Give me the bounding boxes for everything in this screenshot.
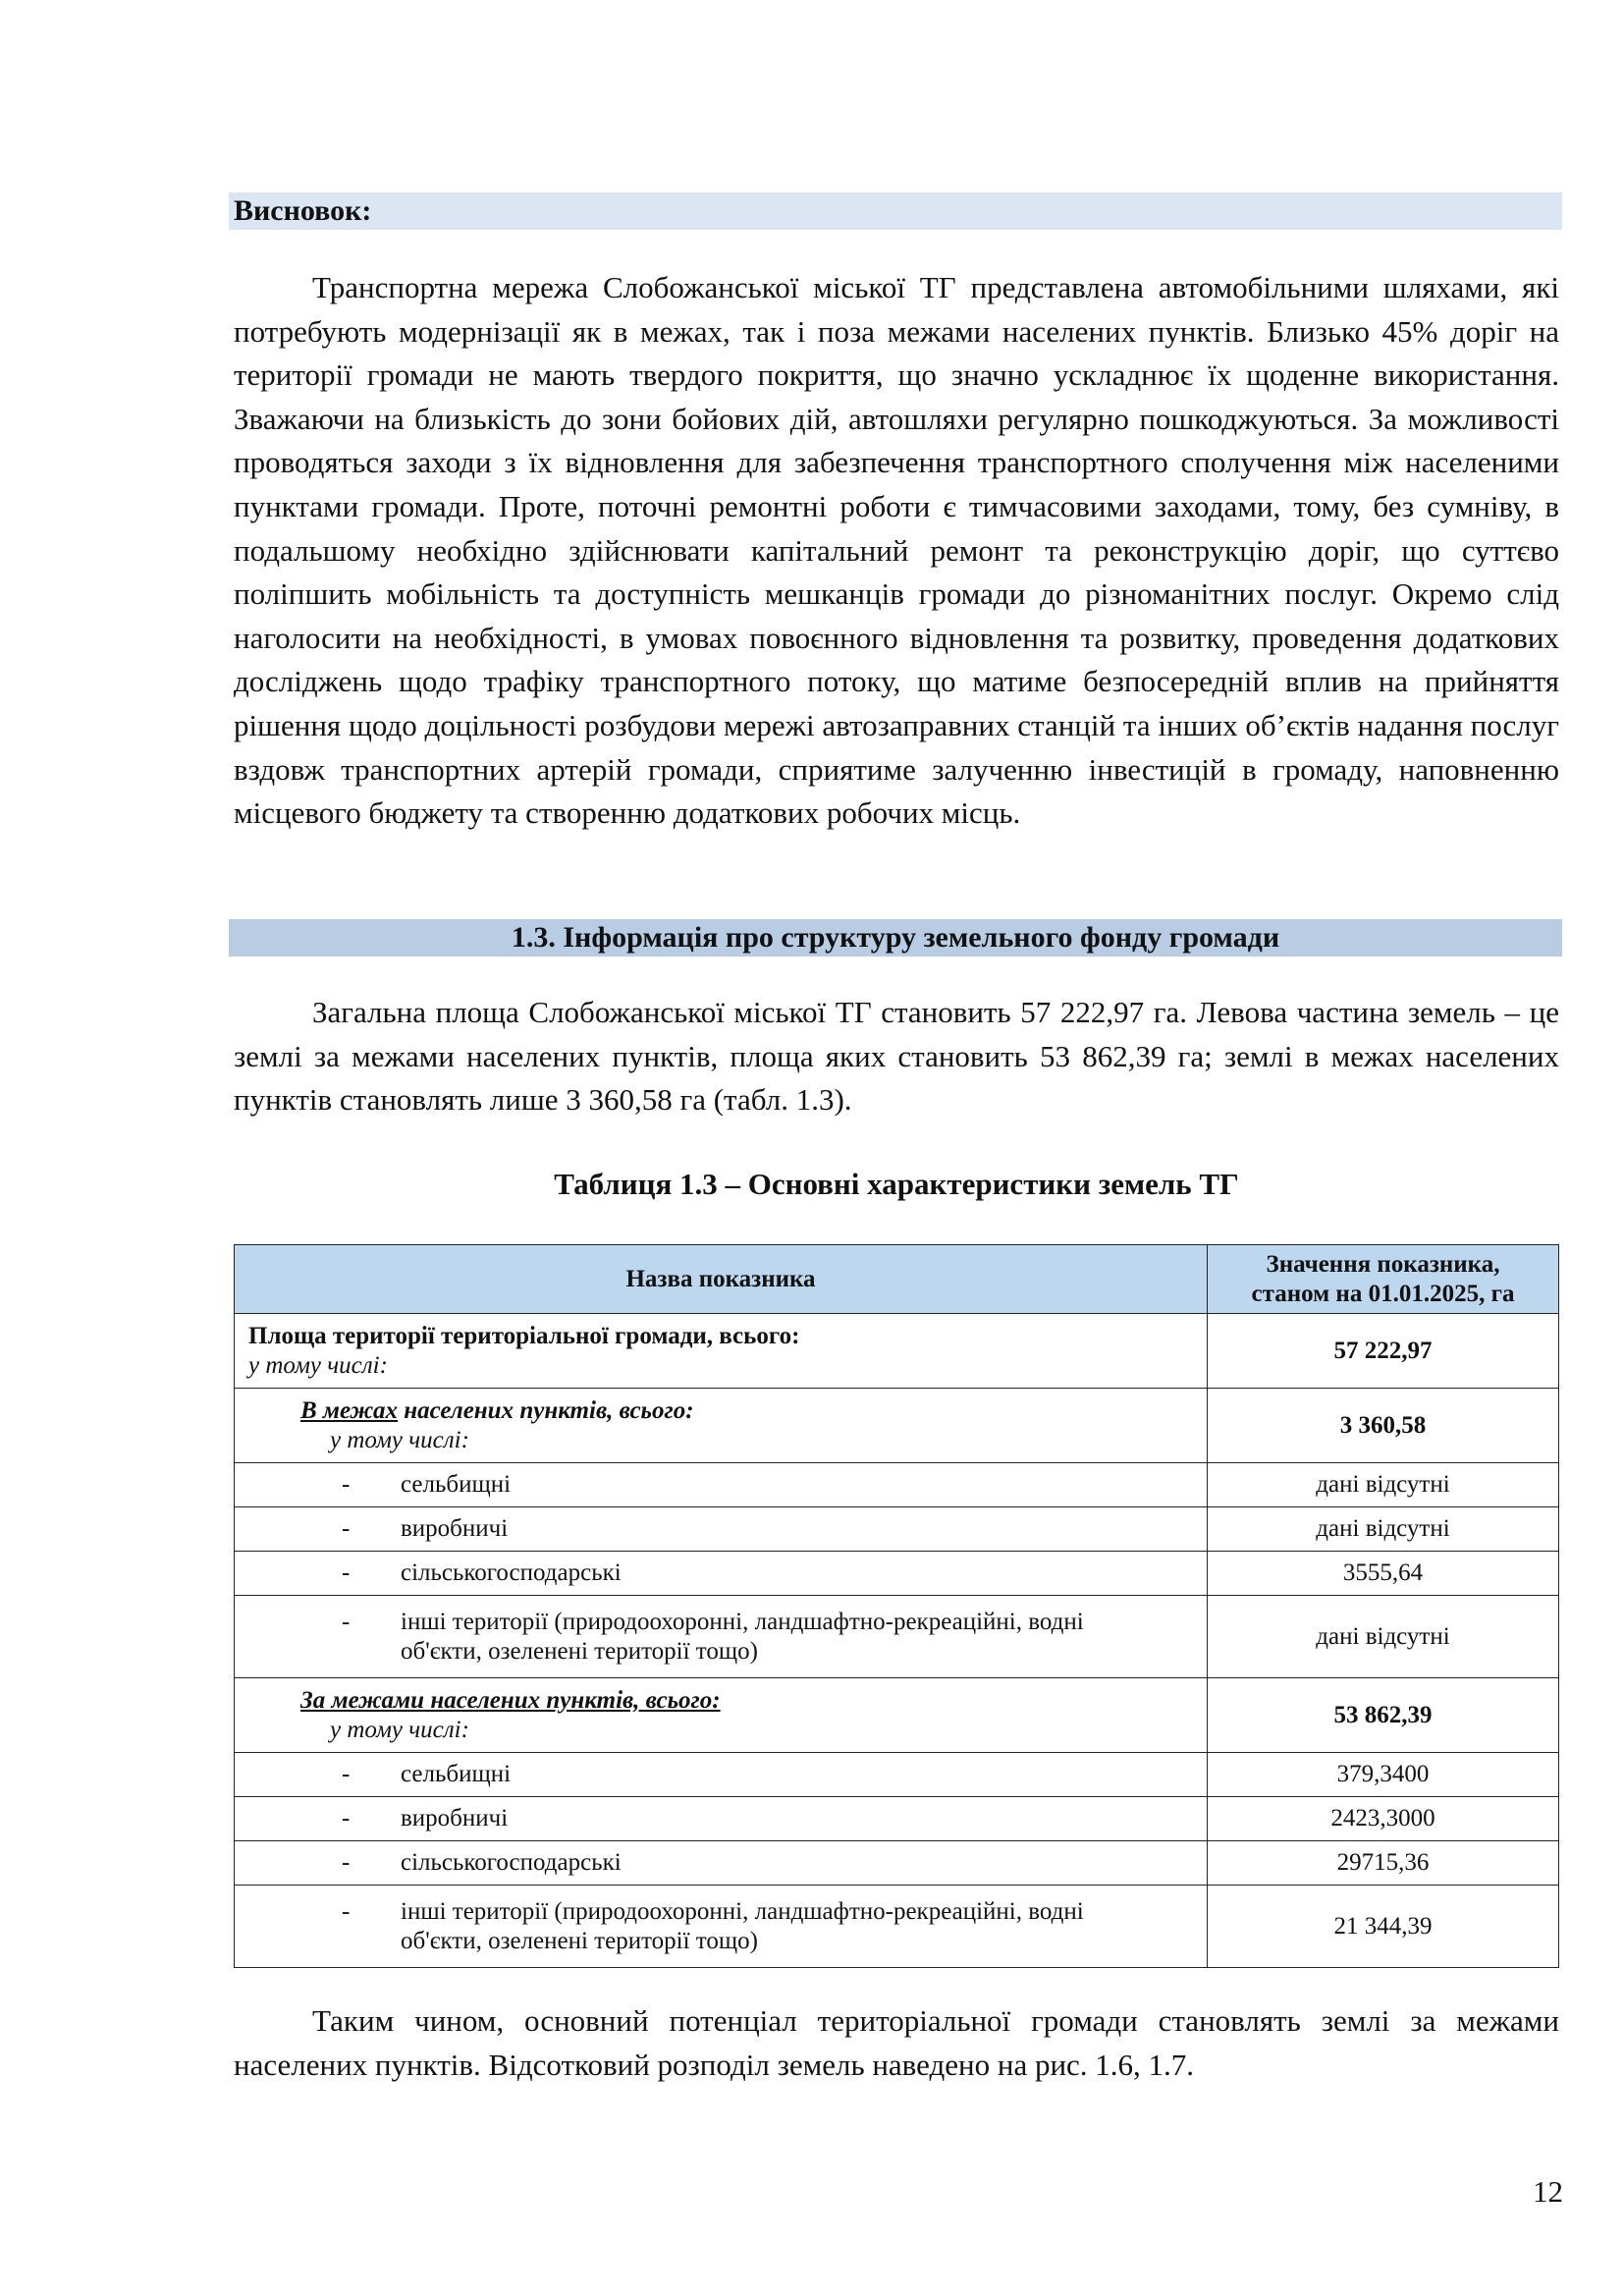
- row-dash: -: [342, 1805, 351, 1831]
- land-characteristics-table: [234, 1244, 1559, 1968]
- row-value: 29715,36: [1208, 1841, 1559, 1886]
- page-number: 12: [1533, 2174, 1563, 2209]
- table-row: [235, 1507, 1559, 1552]
- row-label-cell: [235, 1886, 1208, 1968]
- inside-value: 3 360,58: [1208, 1389, 1559, 1463]
- row-label: сільськогосподарські: [401, 1559, 622, 1586]
- row-value: дані відсутні: [1208, 1463, 1559, 1507]
- inside-label-rest: населених пунктів, всього:: [398, 1396, 694, 1424]
- row-label: сельбищні: [401, 1471, 512, 1498]
- row-dash: -: [342, 1559, 351, 1586]
- table-row: [235, 1596, 1559, 1678]
- row-label-line2: об'єкти, озеленені території тощо): [401, 1637, 758, 1665]
- row-label: сельбищні: [401, 1761, 512, 1787]
- closing-text: Таким чином, основний потенціал територіальної громади становлять землі за межами населених пунктів. Відсотковий розподіл земель наведено на рис. 1.6, 1.7.: [234, 2003, 1559, 2082]
- row-label: сільськогосподарські: [401, 1849, 622, 1876]
- row-value: дані відсутні: [1208, 1507, 1559, 1552]
- row-label-cell: [235, 1797, 1208, 1841]
- outside-value: 53 862,39: [1208, 1678, 1559, 1753]
- row-label-line1-wrap: [236, 1897, 1206, 1927]
- row-label-cell: [235, 1463, 1208, 1507]
- total-label: Площа території територіальної громади, всього:: [248, 1322, 800, 1349]
- table-caption: Таблиця 1.3 – Основні характеристики земель ТГ: [554, 1167, 1239, 1201]
- table-row: [235, 1463, 1559, 1507]
- header-indicator-name: Назва показника: [235, 1245, 1208, 1314]
- row-dash: -: [342, 1608, 351, 1635]
- header-value-line1: Значення показника,: [1266, 1250, 1500, 1278]
- section-heading: 1.3. Інформація про структуру земельного фонду громади: [229, 919, 1562, 957]
- row-dash: -: [342, 1515, 351, 1542]
- row-dash: -: [342, 1471, 351, 1498]
- row-value: 21 344,39: [1208, 1886, 1559, 1968]
- table-row: [235, 1841, 1559, 1886]
- inside-label: [236, 1396, 1206, 1426]
- row-label-cell: [235, 1552, 1208, 1596]
- section-paragraph: [234, 991, 1559, 1122]
- outside-label: За межами населених пунктів, всього:: [300, 1686, 721, 1714]
- total-label-cell: [235, 1314, 1208, 1389]
- row-value: 2423,3000: [1208, 1797, 1559, 1841]
- header-value-line2: станом на 01.01.2025, га: [1251, 1280, 1515, 1307]
- row-dash: -: [342, 1761, 351, 1787]
- row-label: виробничі: [401, 1805, 509, 1831]
- row-label-cell: [235, 1507, 1208, 1552]
- table-row-inside: [235, 1389, 1559, 1463]
- outside-label-cell: [235, 1678, 1208, 1753]
- closing-paragraph: [234, 1999, 1559, 2087]
- conclusion-heading: Висновок:: [229, 192, 1562, 230]
- table-row: [235, 1886, 1559, 1968]
- table-header-row: [235, 1245, 1559, 1314]
- row-label-cell: [235, 1596, 1208, 1678]
- inside-label-cell: [235, 1389, 1208, 1463]
- inside-sub: у тому числі:: [330, 1426, 469, 1453]
- row-label-cell: [235, 1841, 1208, 1886]
- row-label-line1-wrap: [236, 1608, 1206, 1637]
- conclusion-text: Транспортна мережа Слобожанської міської ТГ представлена автомобільними шляхами, які потребують модернізації як в межах, так і поза межами населених пунктів. Близько 45% доріг на території громади не мають твердого покриття, що значно ускладнює їх щоденне використання. Зважаючи на близькість до зони бойових дій, автошляхи регулярно пошкоджуються. За можливості проводяться заходи з їх відновлення для забезпечення транспортного сполучення між населеними пунктами громади. Проте, поточні ремонтні роботи є тимчасовими заходами, тому, без сумніву, в подальшому необхідно здійснювати капітальний ремонт та реконструкцію доріг, що суттєво поліпшить мобільність та доступність мешканців громади до різноманітних послуг. Окремо слід наголосити на необхідності, в умовах повоєнного відновлення та розвитку, проведення додаткових досліджень щодо трафіку транспортного потоку, що матиме безпосередній вплив на прийняття рішення щодо доцільності розбудови мережі автозаправних станцій та інших об’єктів надання послуг вздовж транспортних артерій громади, сприятиме залученню інвестицій в громаду, наповненню місцевого бюджету та створенню додаткових робочих місць.: [234, 270, 1559, 831]
- total-sub: у тому числі:: [248, 1351, 388, 1379]
- row-value: 3555,64: [1208, 1552, 1559, 1596]
- conclusion-paragraph: [234, 266, 1559, 836]
- section-text: Загальна площа Слобожанської міської ТГ становить 57 222,97 га. Левова частина земель – це землі за межами населених пунктів, площа яких становить 53 862,39 га; землі в межах населених пунктів становлять лише 3 360,58 га (табл. 1.3).: [234, 995, 1559, 1118]
- row-label-cell: [235, 1753, 1208, 1797]
- row-value: 379,3400: [1208, 1753, 1559, 1797]
- table-row: [235, 1552, 1559, 1596]
- row-label-line1: інші території (природоохоронні, ландшафтно-рекреаційні, водні: [401, 1608, 1084, 1635]
- table-row: [235, 1797, 1559, 1841]
- table-row: [235, 1753, 1559, 1797]
- row-dash: -: [342, 1897, 351, 1925]
- row-label-line1: інші території (природоохоронні, ландшафтно-рекреаційні, водні: [401, 1897, 1084, 1925]
- outside-sub: у тому числі:: [330, 1716, 469, 1743]
- total-value: 57 222,97: [1208, 1314, 1559, 1389]
- row-label-line2: об'єкти, озеленені території тощо): [401, 1927, 758, 1954]
- row-dash: -: [342, 1849, 351, 1876]
- row-value: дані відсутні: [1208, 1596, 1559, 1678]
- table-row-total: [235, 1314, 1559, 1389]
- table-row-outside: [235, 1678, 1559, 1753]
- row-label: виробничі: [401, 1515, 509, 1542]
- inside-label-underlined: В межах: [300, 1396, 398, 1424]
- header-indicator-value: [1208, 1245, 1559, 1314]
